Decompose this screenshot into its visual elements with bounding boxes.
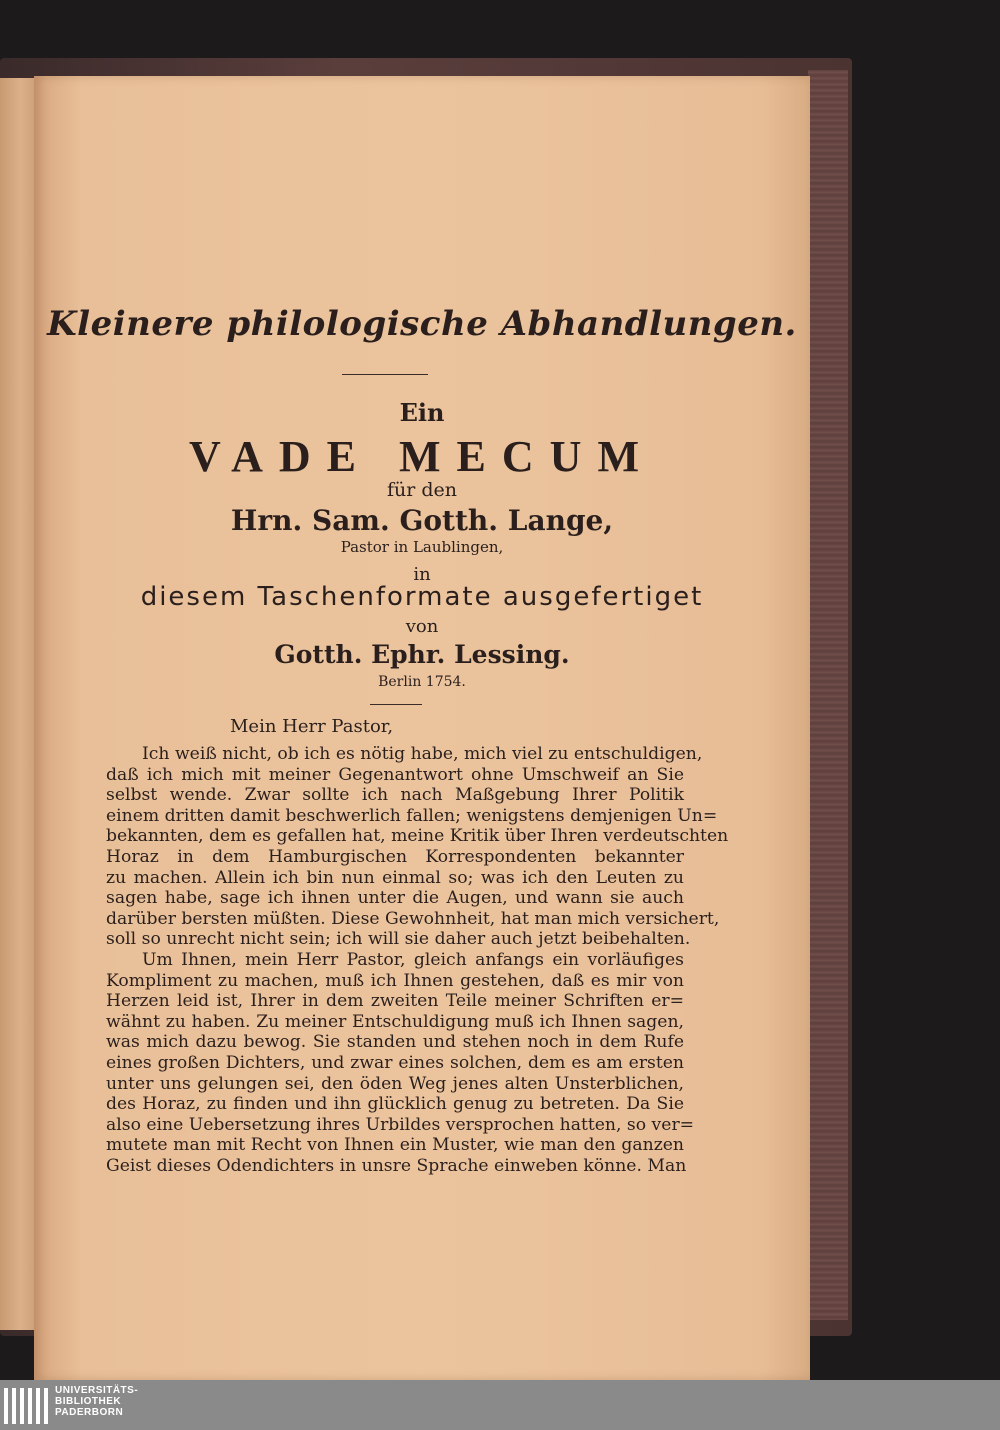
body-line: bekannten, dem es gefallen hat, meine Kritik über Ihren verdeutschten <box>106 826 729 847</box>
book-title: Kleinere philologische Abhandlungen. <box>47 304 797 344</box>
title-divider <box>342 374 428 375</box>
body-line: zu machen. Allein ich bin nun einmal so; was ich den Leuten zu <box>106 867 684 888</box>
library-name <box>55 1385 138 1418</box>
salutation: Mein Herr Pastor, <box>230 716 394 737</box>
body-line: wähnt zu haben. Zu meiner Entschuldigung muß ich Ihnen sagen, <box>106 1011 684 1032</box>
heading-format: diesem Taschenformate ausgefertiget <box>140 582 704 612</box>
body-line: soll so unrecht nicht sein; ich will sie daher auch jetzt beibehalten. <box>106 929 691 950</box>
heading-author: Gotth. Ephr. Lessing. <box>274 640 570 669</box>
body-line: sagen habe, sage ich ihnen unter die Augen, und wann sie auch <box>106 888 684 909</box>
body-line: einem dritten damit beschwerlich fallen; wenigstens demjenigen Un= <box>106 805 718 826</box>
body-line: daß ich mich mit meiner Gegenantwort ohne Umschweif an Sie <box>106 764 684 785</box>
body-line: also eine Uebersetzung ihres Urbildes versprochen hatten, so ver= <box>106 1114 695 1135</box>
heading-in: in <box>413 564 431 585</box>
heading-von: von <box>405 616 439 637</box>
library-name-line3: PADERBORN <box>55 1407 124 1418</box>
heading-vade-mecum: VADE MECUM <box>189 432 655 481</box>
book-page <box>34 76 810 1380</box>
heading-fuer-den: für den <box>386 479 458 501</box>
body-line: mutete man mit Recht von Ihnen ein Muster, wie man den ganzen <box>106 1135 684 1156</box>
body-line: selbst wende. Zwar sollte ich nach Maßgebung Ihrer Politik <box>106 785 684 806</box>
body-line: Geist dieses Odendichters in unsre Sprache einweben könne. Man <box>106 1156 687 1176</box>
heading-divider <box>370 704 422 705</box>
library-footer <box>0 1380 1000 1430</box>
library-logo-icon <box>4 1388 48 1424</box>
body-line: Herzen leid ist, Ihrer in dem zweiten Teile meiner Schriften er= <box>106 991 684 1012</box>
library-name-line1: UNIVERSITÄTS- <box>55 1385 139 1396</box>
body-line: was mich dazu bewog. Sie standen und stehen noch in dem Rufe <box>106 1032 684 1053</box>
heading-pastor: Pastor in Laublingen, <box>340 538 504 556</box>
body-line: eines großen Dichters, und zwar eines solchen, dem es am ersten <box>106 1053 684 1073</box>
previous-page-edge <box>0 78 34 1330</box>
body-line: Um Ihnen, mein Herr Pastor, gleich anfangs ein vorläufiges <box>142 950 684 970</box>
heading-ein: Ein <box>399 398 445 427</box>
heading-place-date: Berlin 1754. <box>378 674 466 690</box>
library-name-line2: BIBLIOTHEK <box>55 1396 122 1407</box>
body-line: Horaz in dem Hamburgischen Korrespondenten bekannter <box>106 847 684 867</box>
body-line: des Horaz, zu finden und ihn glücklich genug zu betreten. Da Sie <box>106 1094 684 1115</box>
body-line: unter uns gelungen sei, den öden Weg jenes alten Unsterblichen, <box>106 1073 684 1094</box>
body-line: Kompliment zu machen, muß ich Ihnen gestehen, daß es mir von <box>106 970 684 991</box>
body-line: darüber bersten müßten. Diese Gewohnheit, hat man mich versichert, <box>106 908 720 929</box>
page-edges <box>808 70 848 1320</box>
heading-addressee: Hrn. Sam. Gotth. Lange, <box>230 504 614 537</box>
body-line: Ich weiß nicht, ob ich es nötig habe, mich viel zu entschuldigen, <box>142 744 703 764</box>
